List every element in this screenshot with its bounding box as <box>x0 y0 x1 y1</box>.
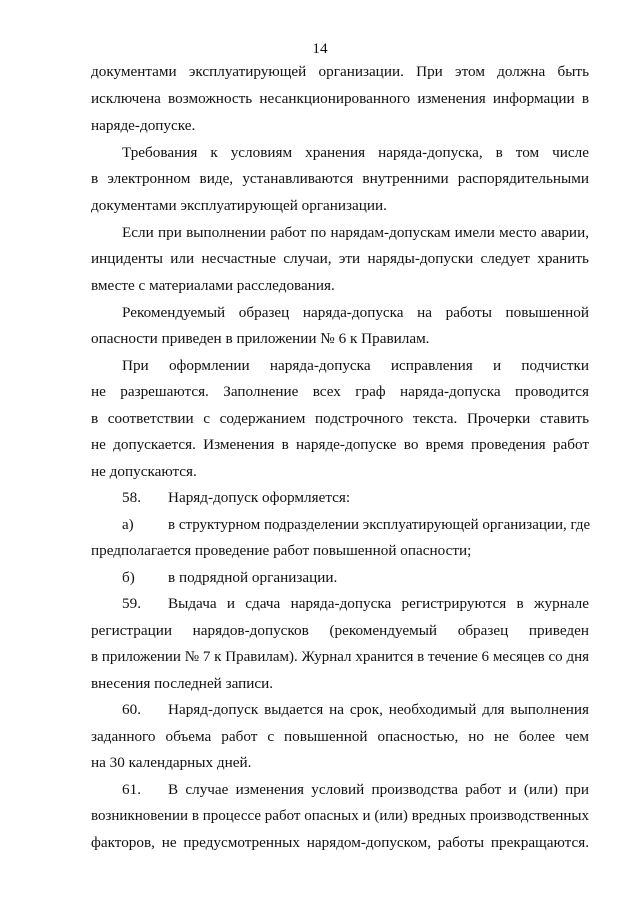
text-line: документами эксплуатирующей организации. При этом должна быть <box>91 63 589 80</box>
text-line: При оформлении наряда-допуска исправления и подчистки <box>122 357 589 374</box>
numbered-item-60 <box>122 701 589 719</box>
list-item-b <box>122 569 589 587</box>
text-line: предполагается проведение работ повышенной опасности; <box>91 542 472 559</box>
item-text: В случае изменения условий производства работ и (или) при <box>168 781 589 798</box>
text-line: заданного объема работ с повышенной опасностью, но не более чем <box>91 728 589 745</box>
text-line: внесения последней записи. <box>91 675 274 692</box>
text-line: Рекомендуемый образец наряда-допуска на работы повышенной <box>122 304 589 321</box>
text-line: не допускаются. <box>91 463 197 480</box>
item-text: Наряд-допуск оформляется: <box>168 489 351 506</box>
text-line: факторов, не предусмотренных нарядом-допуском, работы прекращаются. <box>91 834 589 851</box>
numbered-item-61 <box>122 781 589 799</box>
page-number: 14 <box>312 40 328 57</box>
item-number: 59. <box>122 595 141 612</box>
text-line: вместе с материалами расследования. <box>91 277 335 294</box>
item-text: Выдача и сдача наряда-допуска регистрируются в журнале <box>168 595 589 612</box>
text-line: в соответствии с содержанием подстрочного текста. Прочерки ставить <box>91 410 589 427</box>
text-line: не допускается. Изменения в наряде-допуске во время проведения работ <box>91 436 589 453</box>
item-number: а) <box>122 517 134 533</box>
text-line: Требования к условиям хранения наряда-допуска, в том числе <box>122 144 589 161</box>
item-number: 60. <box>122 701 141 718</box>
text-line: инциденты или несчастные случаи, эти наряды-допуски следует хранить <box>91 250 589 267</box>
text-line: не разрешаются. Заполнение всех граф наряда-допуска проводится <box>91 383 589 400</box>
item-number: 58. <box>122 489 141 506</box>
text-line: документами эксплуатирующей организации. <box>91 197 387 214</box>
text-line: в электронном виде, устанавливаются внутренними распорядительными <box>91 170 589 187</box>
item-text: Наряд-допуск выдается на срок, необходимый для выполнения <box>168 701 589 718</box>
item-number: б) <box>122 569 135 586</box>
text-line: Если при выполнении работ по нарядам-допускам имели место аварии, <box>122 224 589 241</box>
text-line: наряде-допуске. <box>91 117 196 134</box>
numbered-item-58 <box>122 489 589 507</box>
item-text: в структурном подразделении эксплуатирующей организации, где <box>168 517 591 533</box>
item-number: 61. <box>122 781 141 798</box>
text-line: возникновении в процессе работ опасных и (или) вредных производственных <box>91 808 589 824</box>
list-item-a <box>122 516 589 534</box>
text-line: опасности приведен в приложении № 6 к Правилам. <box>91 330 430 347</box>
numbered-item-59 <box>122 595 589 613</box>
text-line: на 30 календарных дней. <box>91 754 252 771</box>
text-line: исключена возможность несанкционированного изменения информации в <box>91 90 589 107</box>
text-line: в приложении № 7 к Правилам). Журнал хранится в течение 6 месяцев со дня <box>91 649 589 665</box>
text-line: регистрации нарядов-допусков (рекомендуемый образец приведен <box>91 622 589 639</box>
item-text: в подрядной организации. <box>168 569 338 586</box>
